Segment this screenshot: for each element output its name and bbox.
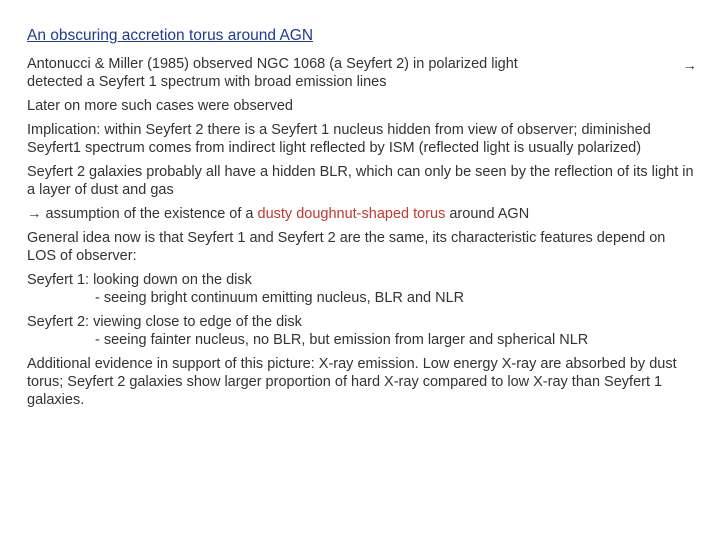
paragraph-seyfert2: [27, 313, 697, 349]
seyfert1-detail: - seeing bright continuum emitting nucleus, BLR and NLR: [95, 290, 465, 306]
slide: [27, 26, 697, 415]
torus-text-pre: assumption of the existence of a: [41, 206, 258, 222]
torus-highlight: dusty doughnut-shaped torus: [257, 206, 446, 222]
paragraph-torus-assumption: [27, 205, 697, 223]
paragraph-seyfert1: [27, 271, 697, 307]
paragraph-hidden-blr: Seyfert 2 galaxies probably all have a hidden BLR, which can only be seen by the reflection of its light in a layer of dust and gas: [27, 164, 694, 198]
paragraph-antonucci-line2: detected a Seyfert 1 spectrum with broad emission lines: [27, 74, 387, 90]
slide-title: An obscuring accretion torus around AGN: [27, 27, 314, 44]
torus-text-post: around AGN: [445, 206, 530, 222]
paragraph-general-idea: General idea now is that Seyfert 1 and Seyfert 2 are the same, its characteristic features depend on LOS of observer:: [27, 230, 666, 264]
paragraph-implication: Implication: within Seyfert 2 there is a Seyfert 1 nucleus hidden from view of observer; diminished Seyfert1 spectrum comes from indirect light reflected by ISM (reflected light is usually polarized): [27, 122, 651, 156]
right-arrow-icon: →: [27, 206, 42, 222]
paragraph-xray-evidence: Additional evidence in support of this picture: X-ray emission. Low energy X-ray are absorbed by dust torus; Seyfert 2 galaxies show larger proportion of hard X-ray compared to low X-ray than Seyfert 1 galaxies.: [27, 356, 677, 408]
paragraph-antonucci: [27, 55, 697, 91]
seyfert1-heading: Seyfert 1: looking down on the disk: [27, 272, 252, 288]
paragraph-antonucci-line1: Antonucci & Miller (1985) observed NGC 1068 (a Seyfert 2) in polarized light: [27, 56, 518, 72]
paragraph-antonucci-text: [27, 55, 617, 91]
paragraph-more-cases: Later on more such cases were observed: [27, 98, 293, 114]
seyfert2-detail: - seeing fainter nucleus, no BLR, but emission from larger and spherical NLR: [95, 332, 589, 348]
right-arrow-icon: →: [682, 58, 697, 74]
seyfert2-heading: Seyfert 2: viewing close to edge of the disk: [27, 314, 302, 330]
